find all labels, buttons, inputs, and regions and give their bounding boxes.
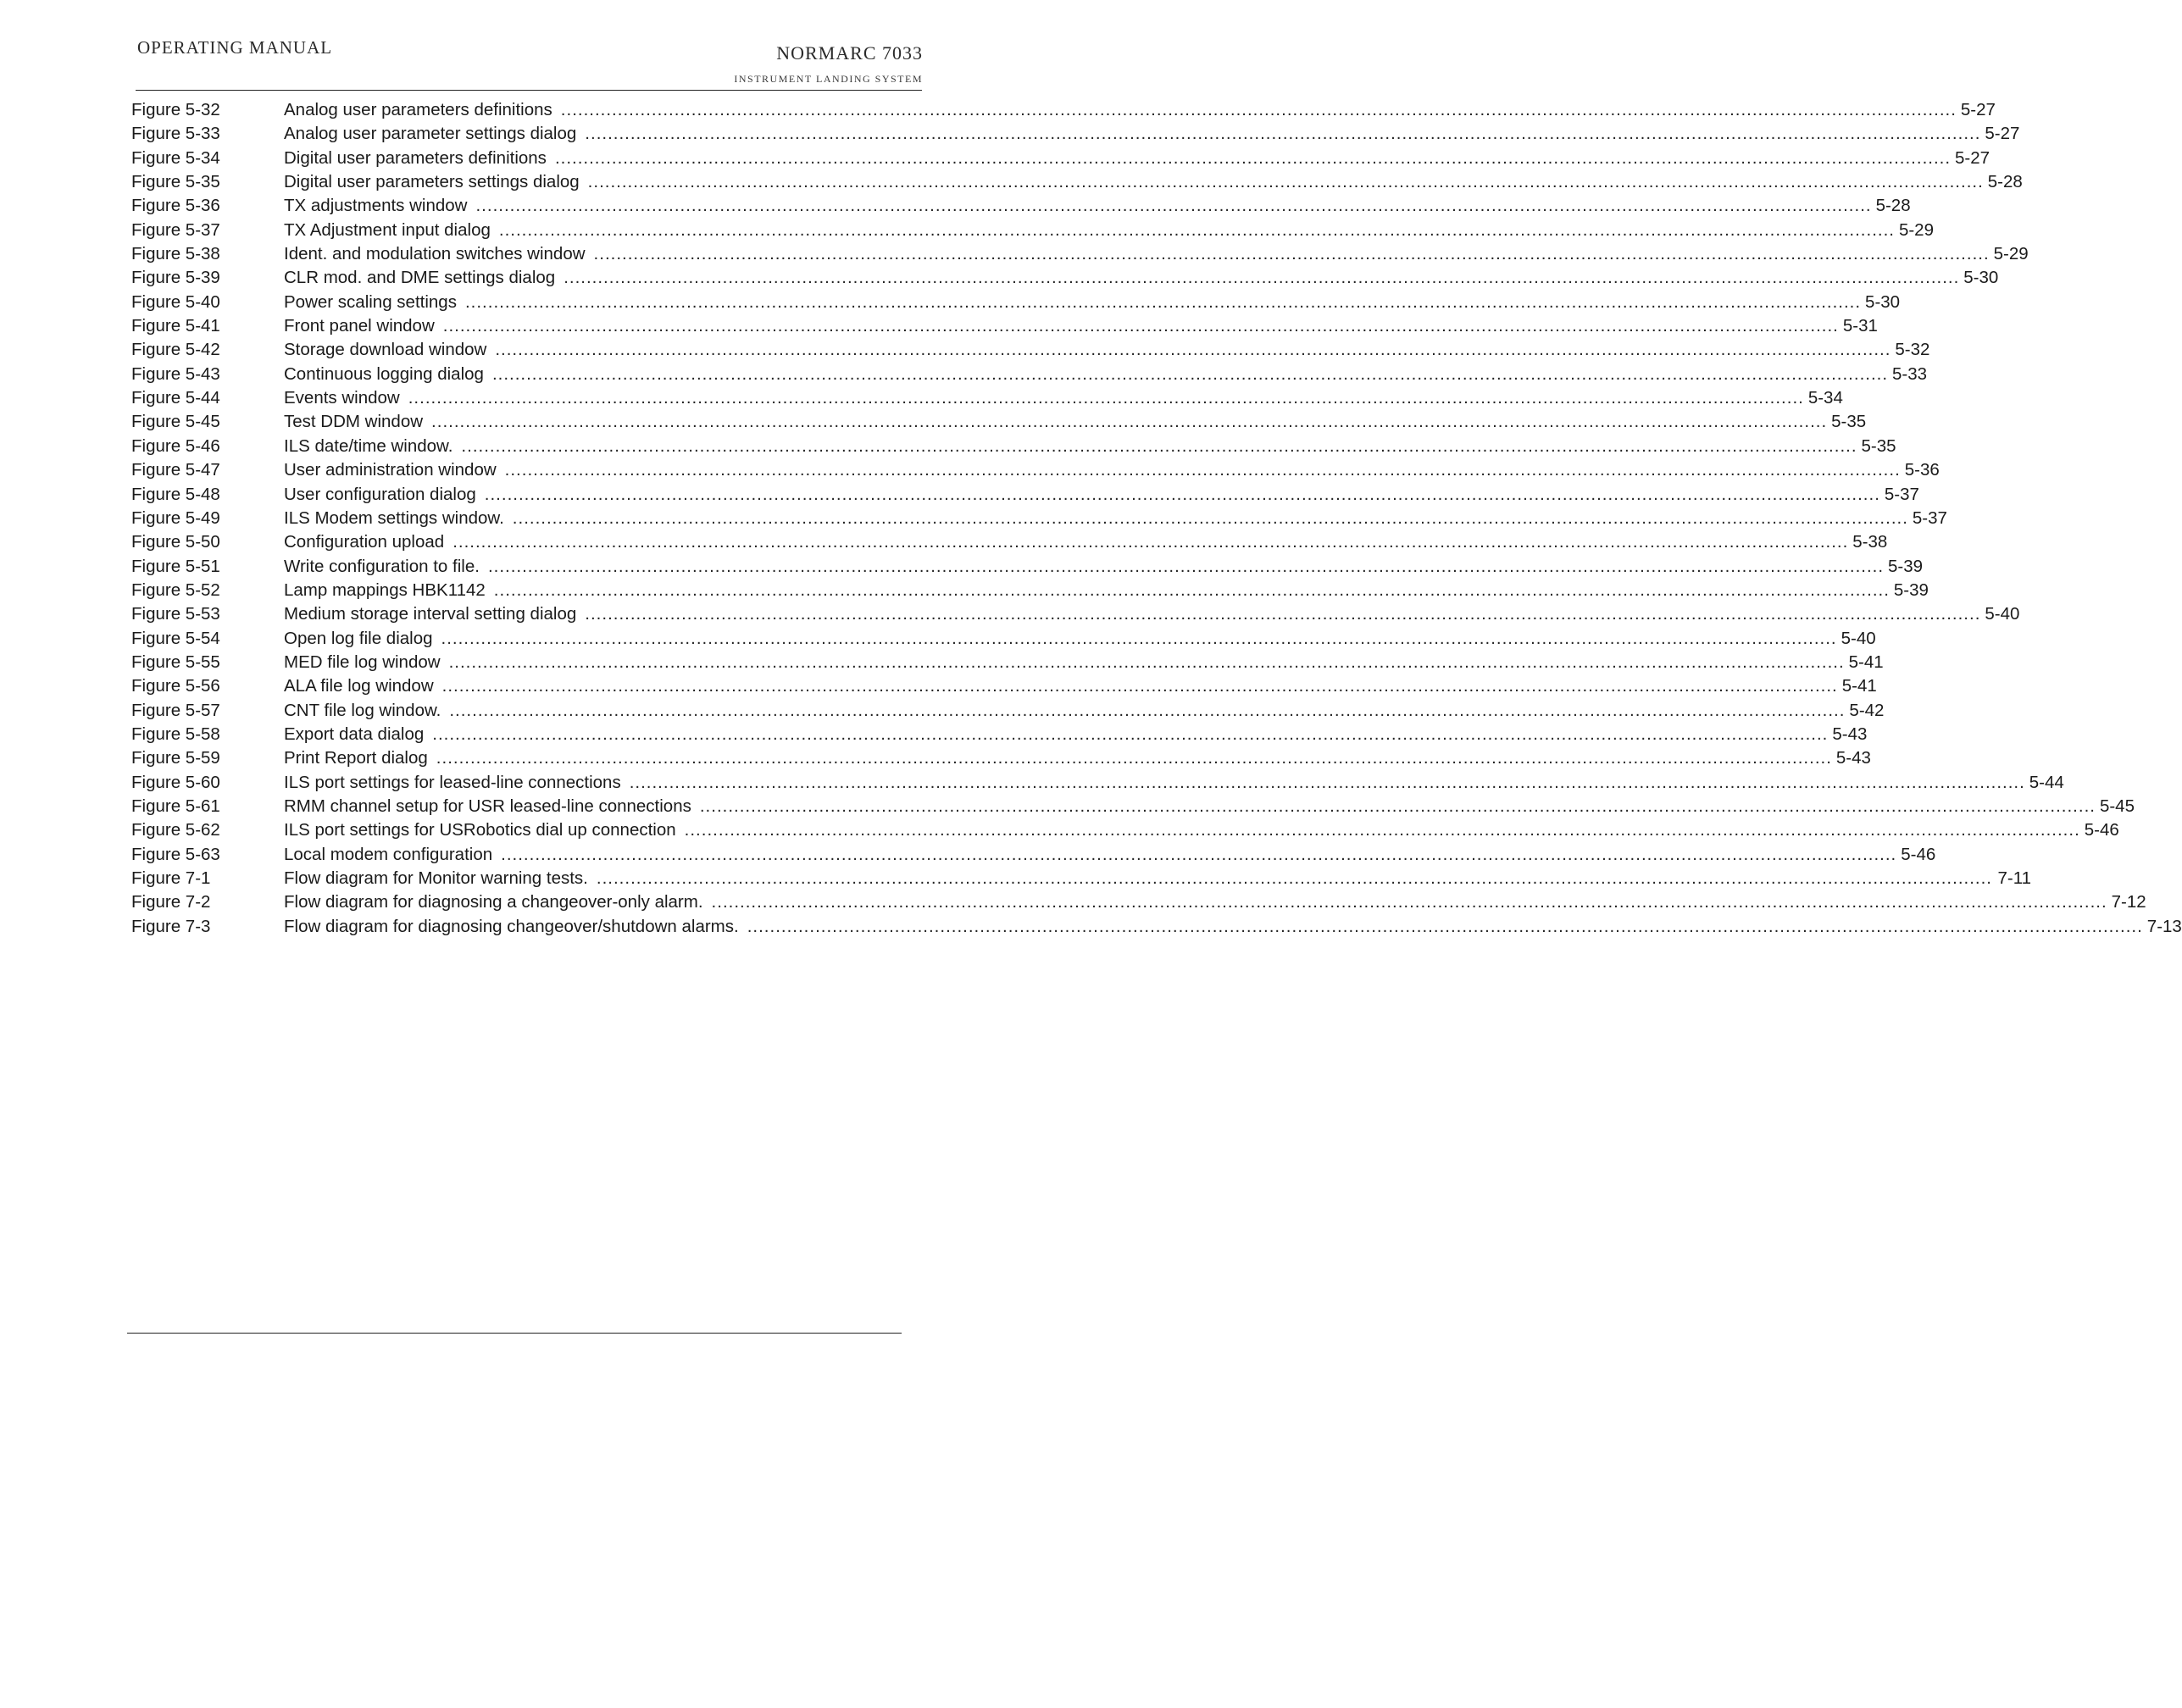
- figure-number: Figure 5-56: [131, 676, 220, 696]
- figure-number: Figure 5-52: [131, 580, 220, 600]
- dot-leader: [594, 244, 1990, 264]
- toc-entry: [131, 412, 1867, 435]
- figure-number: Figure 5-35: [131, 172, 220, 192]
- figure-number: Figure 5-60: [131, 772, 220, 792]
- toc-entry: [131, 700, 1885, 724]
- page-number: 7-12: [2111, 892, 2146, 912]
- figure-number: Figure 5-32: [131, 100, 220, 119]
- toc-entry: [131, 196, 1911, 219]
- page-header-right-subtitle: INSTRUMENT LANDING SYSTEM: [734, 73, 923, 85]
- figure-title: Front panel window: [284, 316, 435, 336]
- page-number: 5-29: [1898, 219, 1934, 240]
- toc-entry: [131, 868, 2031, 892]
- figure-number: Figure 5-54: [131, 628, 220, 648]
- page-number: 7-13: [2146, 916, 2182, 936]
- dot-leader: [712, 892, 2107, 912]
- toc-entry: [131, 556, 1924, 580]
- figure-number: Figure 5-61: [131, 796, 220, 816]
- toc-entry: [131, 172, 2023, 196]
- page-number: 5-31: [1842, 316, 1878, 336]
- page-number: 5-35: [1831, 412, 1867, 432]
- toc-entry: [131, 820, 2119, 844]
- page-number: 5-29: [1993, 244, 2029, 264]
- dot-leader: [513, 508, 1908, 529]
- dot-leader: [561, 100, 1957, 120]
- page-number: 5-43: [1835, 748, 1871, 768]
- page-number: 5-45: [2099, 796, 2135, 816]
- dot-leader: [492, 364, 1888, 385]
- page-number: 5-39: [1893, 580, 1929, 600]
- figure-number: Figure 5-58: [131, 724, 220, 744]
- page-number: 5-37: [1912, 507, 1947, 528]
- figure-number: Figure 5-43: [131, 363, 220, 384]
- figure-title: ILS port settings for USRobotics dial up connection: [284, 820, 676, 840]
- figure-title: Analog user parameter settings dialog: [284, 124, 577, 144]
- figure-title: ILS date/time window.: [284, 435, 453, 456]
- figure-number: Figure 5-40: [131, 291, 220, 312]
- page-number: 5-27: [1955, 147, 1990, 168]
- figure-title: CLR mod. and DME settings dialog: [284, 268, 556, 288]
- dot-leader: [585, 604, 1980, 624]
- figure-number: Figure 5-62: [131, 820, 220, 840]
- figure-title: TX adjustments window: [284, 196, 468, 216]
- figure-title: ALA file log window: [284, 676, 434, 696]
- dot-leader: [453, 532, 1848, 552]
- toc-entry: [131, 484, 1919, 508]
- figure-title: Open log file dialog: [284, 628, 433, 648]
- toc-entry: [131, 724, 1868, 748]
- figure-title: User configuration dialog: [284, 484, 476, 504]
- toc-entry: [131, 507, 1947, 532]
- figure-number: Figure 5-59: [131, 748, 220, 768]
- page-number: 5-35: [1861, 435, 1896, 456]
- figure-number: Figure 5-34: [131, 147, 220, 168]
- toc-entry: [131, 291, 1901, 316]
- figure-title: Flow diagram for diagnosing a changeover-only alarm.: [284, 892, 703, 912]
- dot-leader: [555, 148, 1951, 169]
- figure-number: Figure 5-46: [131, 435, 220, 456]
- page-number: 5-34: [1807, 388, 1843, 408]
- page-number: 5-36: [1904, 460, 1940, 480]
- dot-leader: [465, 292, 1861, 313]
- dot-leader: [700, 796, 2096, 817]
- figure-title: User administration window: [284, 460, 497, 480]
- figure-number: Figure 5-48: [131, 484, 220, 504]
- figure-title: Medium storage interval setting dialog: [284, 604, 577, 624]
- figure-title: Flow diagram for Monitor warning tests.: [284, 868, 588, 888]
- toc-entry: [131, 460, 1940, 484]
- figure-number: Figure 7-3: [131, 916, 211, 936]
- figure-number: Figure 5-37: [131, 219, 220, 240]
- page-number: 5-32: [1895, 340, 1930, 360]
- page-number: 5-46: [1901, 844, 1936, 864]
- figure-title: Flow diagram for diagnosing changeover/shutdown alarms.: [284, 916, 739, 936]
- figure-number: Figure 5-38: [131, 244, 220, 264]
- dot-leader: [432, 724, 1828, 745]
- dot-leader: [436, 748, 1832, 768]
- figure-title: Digital user parameters settings dialog: [284, 172, 580, 192]
- figure-number: Figure 5-44: [131, 388, 220, 408]
- figure-title: MED file log window: [284, 652, 441, 672]
- toc-entry: [131, 796, 2135, 820]
- dot-leader: [443, 316, 1839, 336]
- figure-number: Figure 7-2: [131, 892, 211, 912]
- dot-leader: [408, 388, 1804, 408]
- toc-entry: [131, 316, 1878, 340]
- page-number: 5-46: [2084, 820, 2119, 840]
- figure-title: Ident. and modulation switches window: [284, 244, 586, 264]
- figure-title: ILS port settings for leased-line connections: [284, 772, 621, 792]
- figure-title: Export data dialog: [284, 724, 425, 744]
- page-number: 5-30: [1963, 268, 1999, 288]
- dot-leader: [494, 580, 1890, 601]
- figure-number: Figure 5-50: [131, 532, 220, 552]
- toc-entry: [131, 100, 1996, 124]
- page-number: 5-42: [1849, 700, 1885, 720]
- page-number: 5-28: [1875, 196, 1911, 216]
- dot-leader: [501, 845, 1896, 865]
- toc-entry: [131, 676, 1877, 700]
- figure-number: Figure 5-63: [131, 844, 220, 864]
- page-header-left: OPERATING MANUAL: [137, 37, 333, 58]
- toc-entry: [131, 844, 1936, 868]
- figure-title: Configuration upload: [284, 532, 445, 552]
- figure-title: Events window: [284, 388, 400, 408]
- figure-title: Local modem configuration: [284, 844, 493, 864]
- page-number: 5-43: [1832, 724, 1868, 744]
- page-number: 5-44: [2029, 772, 2064, 792]
- dot-leader: [475, 196, 1871, 216]
- toc-entry: [131, 147, 1990, 172]
- dot-leader: [485, 485, 1880, 505]
- page-number: 5-37: [1884, 484, 1919, 504]
- dot-leader: [449, 652, 1845, 673]
- toc-entry: [131, 532, 1888, 556]
- figure-number: Figure 5-36: [131, 196, 220, 216]
- figure-title: Digital user parameters definitions: [284, 147, 547, 168]
- footer-rule: [127, 1333, 902, 1334]
- figure-number: Figure 5-33: [131, 124, 220, 144]
- toc-entry: [131, 340, 1930, 363]
- figure-title: Test DDM window: [284, 412, 424, 432]
- figure-number: Figure 5-49: [131, 507, 220, 528]
- dot-leader: [441, 629, 1837, 649]
- toc-entry: [131, 435, 1896, 460]
- toc-entry: [131, 219, 1934, 244]
- page-number: 5-41: [1848, 652, 1884, 672]
- toc-entry: [131, 580, 1929, 604]
- figure-title: Analog user parameters definitions: [284, 100, 552, 119]
- toc-entry: [131, 628, 1876, 652]
- toc-entry: [131, 892, 2146, 916]
- dot-leader: [597, 868, 1992, 889]
- dot-leader: [588, 172, 1984, 192]
- dot-leader: [564, 268, 1959, 288]
- figure-title: Storage download window: [284, 340, 487, 360]
- figure-number: Figure 5-42: [131, 340, 220, 360]
- toc-entry: [131, 363, 1928, 388]
- toc-entry: [131, 772, 2064, 796]
- dot-leader: [630, 773, 2025, 793]
- page-number: 7-11: [1997, 868, 2031, 888]
- figure-number: Figure 7-1: [131, 868, 211, 888]
- page-number: 5-40: [1985, 604, 2020, 624]
- page-number: 5-28: [1987, 172, 2023, 192]
- figure-title: Continuous logging dialog: [284, 363, 484, 384]
- toc-entry: [131, 652, 1884, 676]
- dot-leader: [495, 340, 1891, 360]
- figure-number: Figure 5-55: [131, 652, 220, 672]
- header-rule: [136, 90, 922, 91]
- figure-number: Figure 5-45: [131, 412, 220, 432]
- page-number: 5-41: [1841, 676, 1877, 696]
- figure-number: Figure 5-51: [131, 556, 220, 576]
- dot-leader: [449, 701, 1845, 721]
- toc-entry: [131, 268, 1999, 291]
- page-number: 5-27: [1960, 100, 1996, 119]
- page-number: 5-27: [1985, 124, 2020, 144]
- page-number: 5-38: [1852, 532, 1888, 552]
- page-number: 5-33: [1892, 363, 1928, 384]
- page-number: 5-40: [1841, 628, 1876, 648]
- dot-leader: [499, 220, 1895, 241]
- figure-title: Print Report dialog: [284, 748, 428, 768]
- toc-entry: [131, 388, 1843, 412]
- figure-number: Figure 5-53: [131, 604, 220, 624]
- figure-title: Write configuration to file.: [284, 556, 480, 576]
- toc-entry: [131, 748, 1871, 772]
- figure-title: Power scaling settings: [284, 291, 457, 312]
- figure-number: Figure 5-57: [131, 700, 220, 720]
- page-header-right-title: NORMARC 7033: [776, 42, 923, 64]
- figure-title: CNT file log window.: [284, 700, 441, 720]
- dot-leader: [488, 557, 1884, 577]
- page-number: 5-30: [1865, 291, 1901, 312]
- figure-number: Figure 5-39: [131, 268, 220, 288]
- toc-entry: [131, 244, 2029, 268]
- toc-entry: [131, 124, 2020, 147]
- page-number: 5-39: [1888, 556, 1924, 576]
- dot-leader: [685, 820, 2080, 840]
- dot-leader: [747, 917, 2143, 937]
- figure-title: Lamp mappings HBK1142: [284, 580, 486, 600]
- dot-leader: [442, 676, 1838, 696]
- dot-leader: [431, 412, 1827, 432]
- figure-number: Figure 5-41: [131, 316, 220, 336]
- figure-title: RMM channel setup for USR leased-line connections: [284, 796, 691, 816]
- dot-leader: [461, 436, 1857, 457]
- dot-leader: [585, 124, 1980, 144]
- figure-number: Figure 5-47: [131, 460, 220, 480]
- figure-title: TX Adjustment input dialog: [284, 219, 491, 240]
- toc-entry: [131, 916, 2182, 940]
- list-of-figures: [131, 100, 2182, 940]
- toc-entry: [131, 604, 2020, 628]
- figure-title: ILS Modem settings window.: [284, 507, 504, 528]
- dot-leader: [505, 460, 1901, 480]
